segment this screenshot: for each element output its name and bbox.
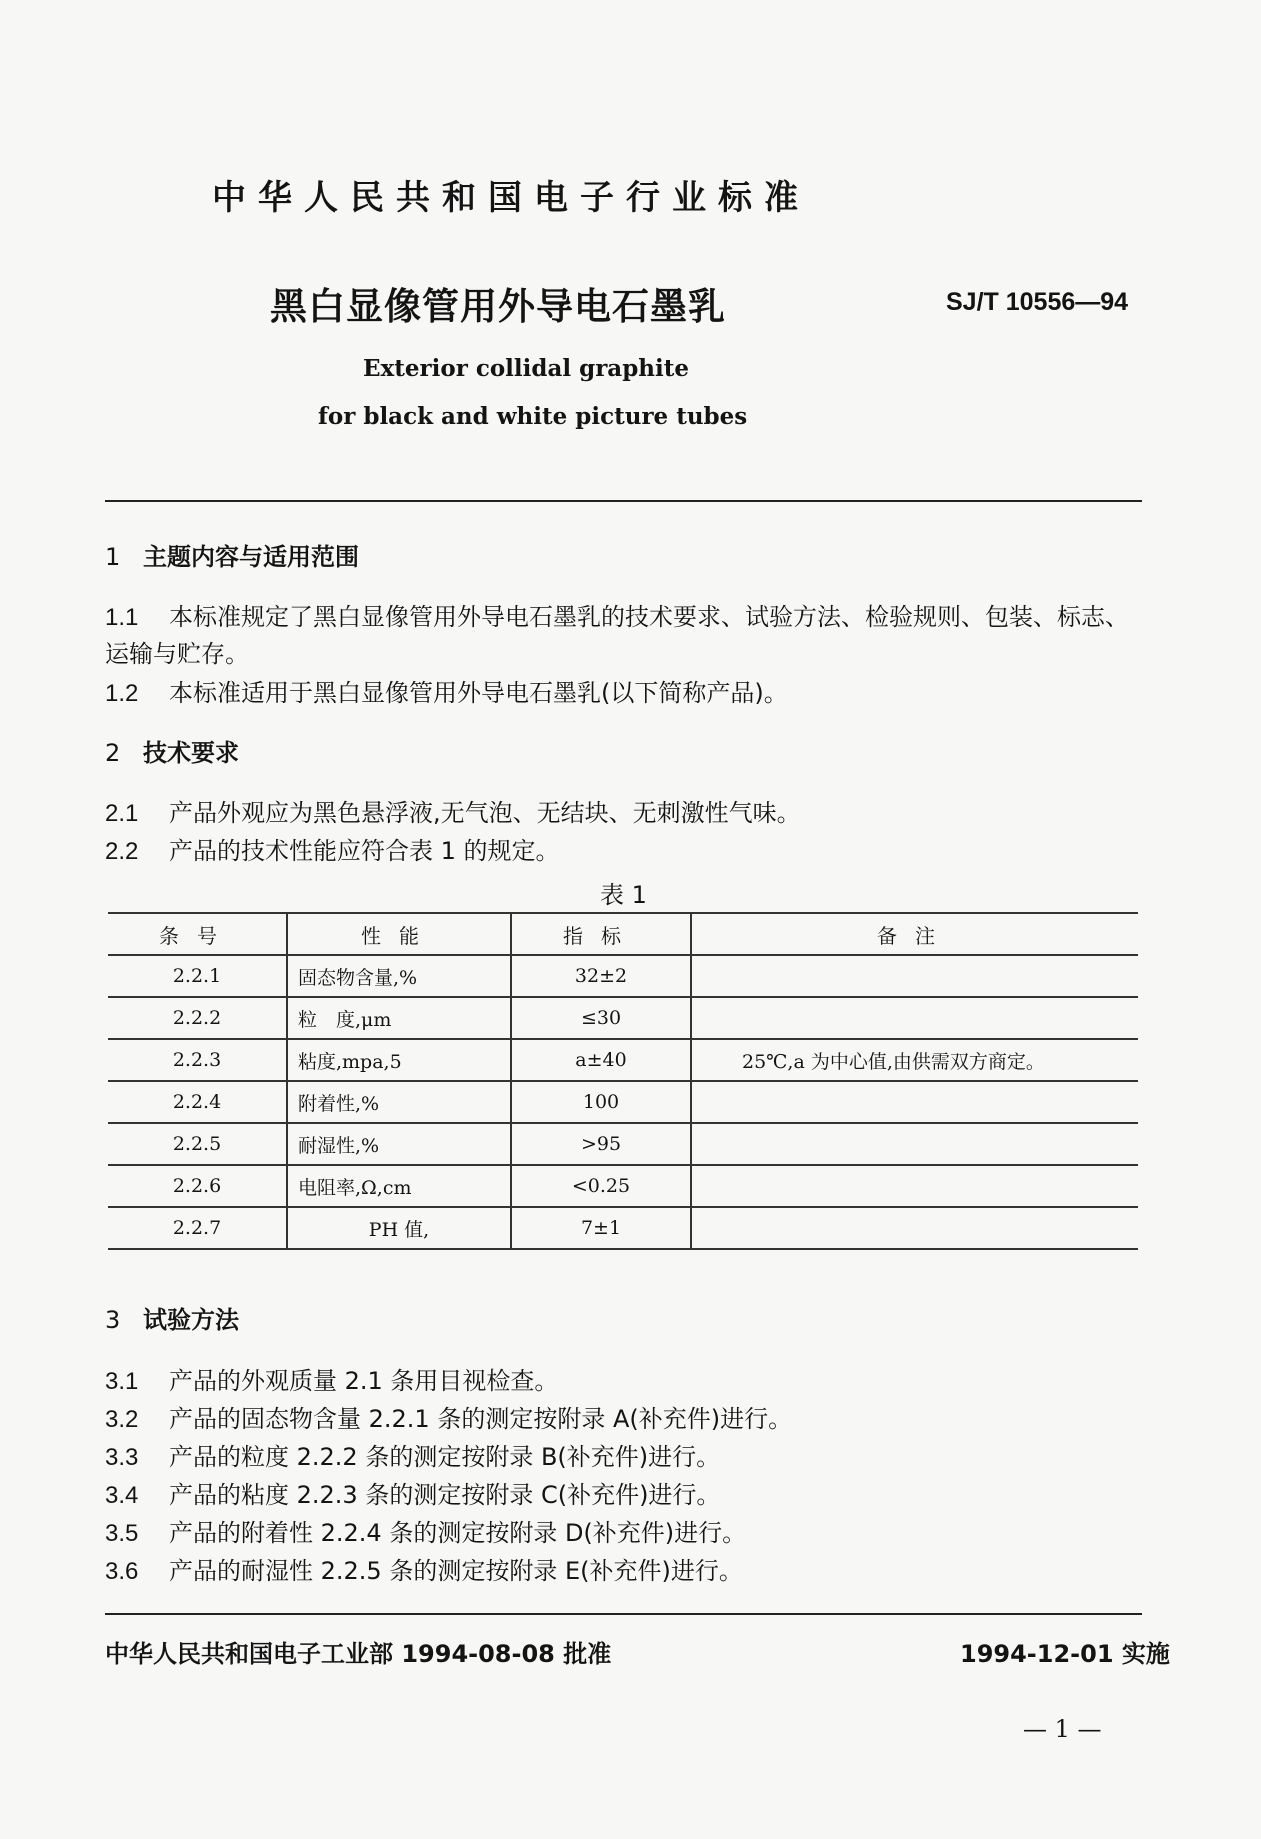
header-remarks: 备注 xyxy=(691,913,1138,955)
cell-item-number: 2.2.7 xyxy=(108,1207,287,1249)
cell-index: a±40 xyxy=(511,1039,691,1081)
paragraph-3-5 xyxy=(105,1513,746,1548)
english-title-line1: Exterior collidal graphite xyxy=(363,355,690,382)
section-number: 2 xyxy=(105,739,121,767)
table-header-row xyxy=(108,913,1138,955)
clause-text: 产品的粒度 2.2.2 条的测定按附录 B(补充件)进行。 xyxy=(169,1443,721,1471)
cell-item-number: 2.2.5 xyxy=(108,1123,287,1165)
paragraph-1-1-cont: 运输与贮存。 xyxy=(105,640,249,668)
clause-text: 本标准适用于黑白显像管用外导电石墨乳(以下简称产品)。 xyxy=(169,679,788,707)
cell-remarks xyxy=(691,1207,1138,1249)
table-row xyxy=(108,1207,1138,1249)
cell-remarks xyxy=(691,997,1138,1039)
section-title: 试验方法 xyxy=(143,1306,239,1334)
cell-property: 固态物含量,% xyxy=(287,955,511,997)
table-row xyxy=(108,1081,1138,1123)
cell-property: 电阻率,Ω,cm xyxy=(287,1165,511,1207)
cell-index: >95 xyxy=(511,1123,691,1165)
paragraph-2-2 xyxy=(105,831,560,866)
clause-number: 3.1 xyxy=(105,1368,139,1395)
section-number: 1 xyxy=(105,543,121,571)
section-number: 3 xyxy=(105,1306,121,1334)
cell-remarks: 25℃,a 为中心值,由供需双方商定。 xyxy=(691,1039,1138,1081)
clause-number: 3.3 xyxy=(105,1444,139,1471)
cell-index: 32±2 xyxy=(511,955,691,997)
paragraph-3-2 xyxy=(105,1399,792,1434)
clause-text: 产品的固态物含量 2.2.1 条的测定按附录 A(补充件)进行。 xyxy=(169,1405,793,1433)
section-title: 技术要求 xyxy=(143,739,239,767)
cell-index: 7±1 xyxy=(511,1207,691,1249)
section-2-heading xyxy=(105,733,239,768)
english-title-line2: for black and white picture tubes xyxy=(318,403,748,430)
document-title: 黑白显像管用外导电石墨乳 xyxy=(270,285,726,328)
spec-table xyxy=(108,912,1138,1250)
clause-number: 2.1 xyxy=(105,800,139,827)
cell-property: 耐湿性,% xyxy=(287,1123,511,1165)
paragraph-3-1 xyxy=(105,1361,558,1396)
cell-remarks xyxy=(691,1123,1138,1165)
clause-text: 本标准规定了黑白显像管用外导电石墨乳的技术要求、试验方法、检验规则、包装、标志、 xyxy=(169,603,1129,631)
table-row xyxy=(108,997,1138,1039)
cell-index: ≤30 xyxy=(511,997,691,1039)
cell-item-number: 2.2.6 xyxy=(108,1165,287,1207)
clause-number: 1.1 xyxy=(105,604,139,631)
cell-property: 附着性,% xyxy=(287,1081,511,1123)
header-item-number: 条号 xyxy=(108,913,287,955)
table-caption: 表 1 xyxy=(600,881,647,909)
clause-text: 产品的粘度 2.2.3 条的测定按附录 C(补充件)进行。 xyxy=(169,1481,721,1509)
cell-index: <0.25 xyxy=(511,1165,691,1207)
cell-item-number: 2.2.4 xyxy=(108,1081,287,1123)
cell-item-number: 2.2.3 xyxy=(108,1039,287,1081)
cell-item-number: 2.2.1 xyxy=(108,955,287,997)
page-number: — 1 — xyxy=(1023,1715,1102,1743)
paragraph-1-1 xyxy=(105,597,1129,632)
clause-text: 产品的附着性 2.2.4 条的测定按附录 D(补充件)进行。 xyxy=(169,1519,747,1547)
cell-property: 粒 度,μm xyxy=(287,997,511,1039)
clause-number: 3.6 xyxy=(105,1558,139,1585)
clause-text: 产品外观应为黑色悬浮液,无气泡、无结块、无刺激性气味。 xyxy=(169,799,801,827)
footer-divider xyxy=(105,1613,1142,1615)
paragraph-2-1 xyxy=(105,793,801,828)
table-row xyxy=(108,1039,1138,1081)
clause-number: 2.2 xyxy=(105,838,139,865)
header-divider xyxy=(105,500,1142,502)
paragraph-1-2 xyxy=(105,673,788,708)
header-property: 性能 xyxy=(287,913,511,955)
clause-number: 3.5 xyxy=(105,1520,139,1547)
section-3-heading xyxy=(105,1300,239,1335)
cell-property: PH 值, xyxy=(287,1207,511,1249)
cell-property: 粘度,mpa,5 xyxy=(287,1039,511,1081)
cell-index: 100 xyxy=(511,1081,691,1123)
cell-item-number: 2.2.2 xyxy=(108,997,287,1039)
section-1-heading xyxy=(105,537,359,572)
approval-statement: 中华人民共和国电子工业部 1994-08-08 批准 xyxy=(105,1640,612,1668)
effective-date: 1994-12-01 实施 xyxy=(960,1640,1170,1668)
clause-text: 产品的外观质量 2.1 条用目视检查。 xyxy=(169,1367,559,1395)
paragraph-3-6 xyxy=(105,1551,743,1586)
table-row xyxy=(108,955,1138,997)
table-row xyxy=(108,1123,1138,1165)
paragraph-3-3 xyxy=(105,1437,720,1472)
clause-text: 产品的技术性能应符合表 1 的规定。 xyxy=(169,837,560,865)
table-row xyxy=(108,1165,1138,1207)
header-index: 指标 xyxy=(511,913,691,955)
cell-remarks xyxy=(691,955,1138,997)
cell-remarks xyxy=(691,1081,1138,1123)
paragraph-3-4 xyxy=(105,1475,720,1510)
clause-text: 产品的耐湿性 2.2.5 条的测定按附录 E(补充件)进行。 xyxy=(169,1557,743,1585)
clause-number: 1.2 xyxy=(105,680,139,707)
standard-code: SJ/T 10556—94 xyxy=(946,288,1129,316)
standard-name: 中华人民共和国电子行业标准 xyxy=(212,178,810,218)
clause-number: 3.2 xyxy=(105,1406,139,1433)
section-title: 主题内容与适用范围 xyxy=(143,543,359,571)
clause-number: 3.4 xyxy=(105,1482,139,1509)
cell-remarks xyxy=(691,1165,1138,1207)
